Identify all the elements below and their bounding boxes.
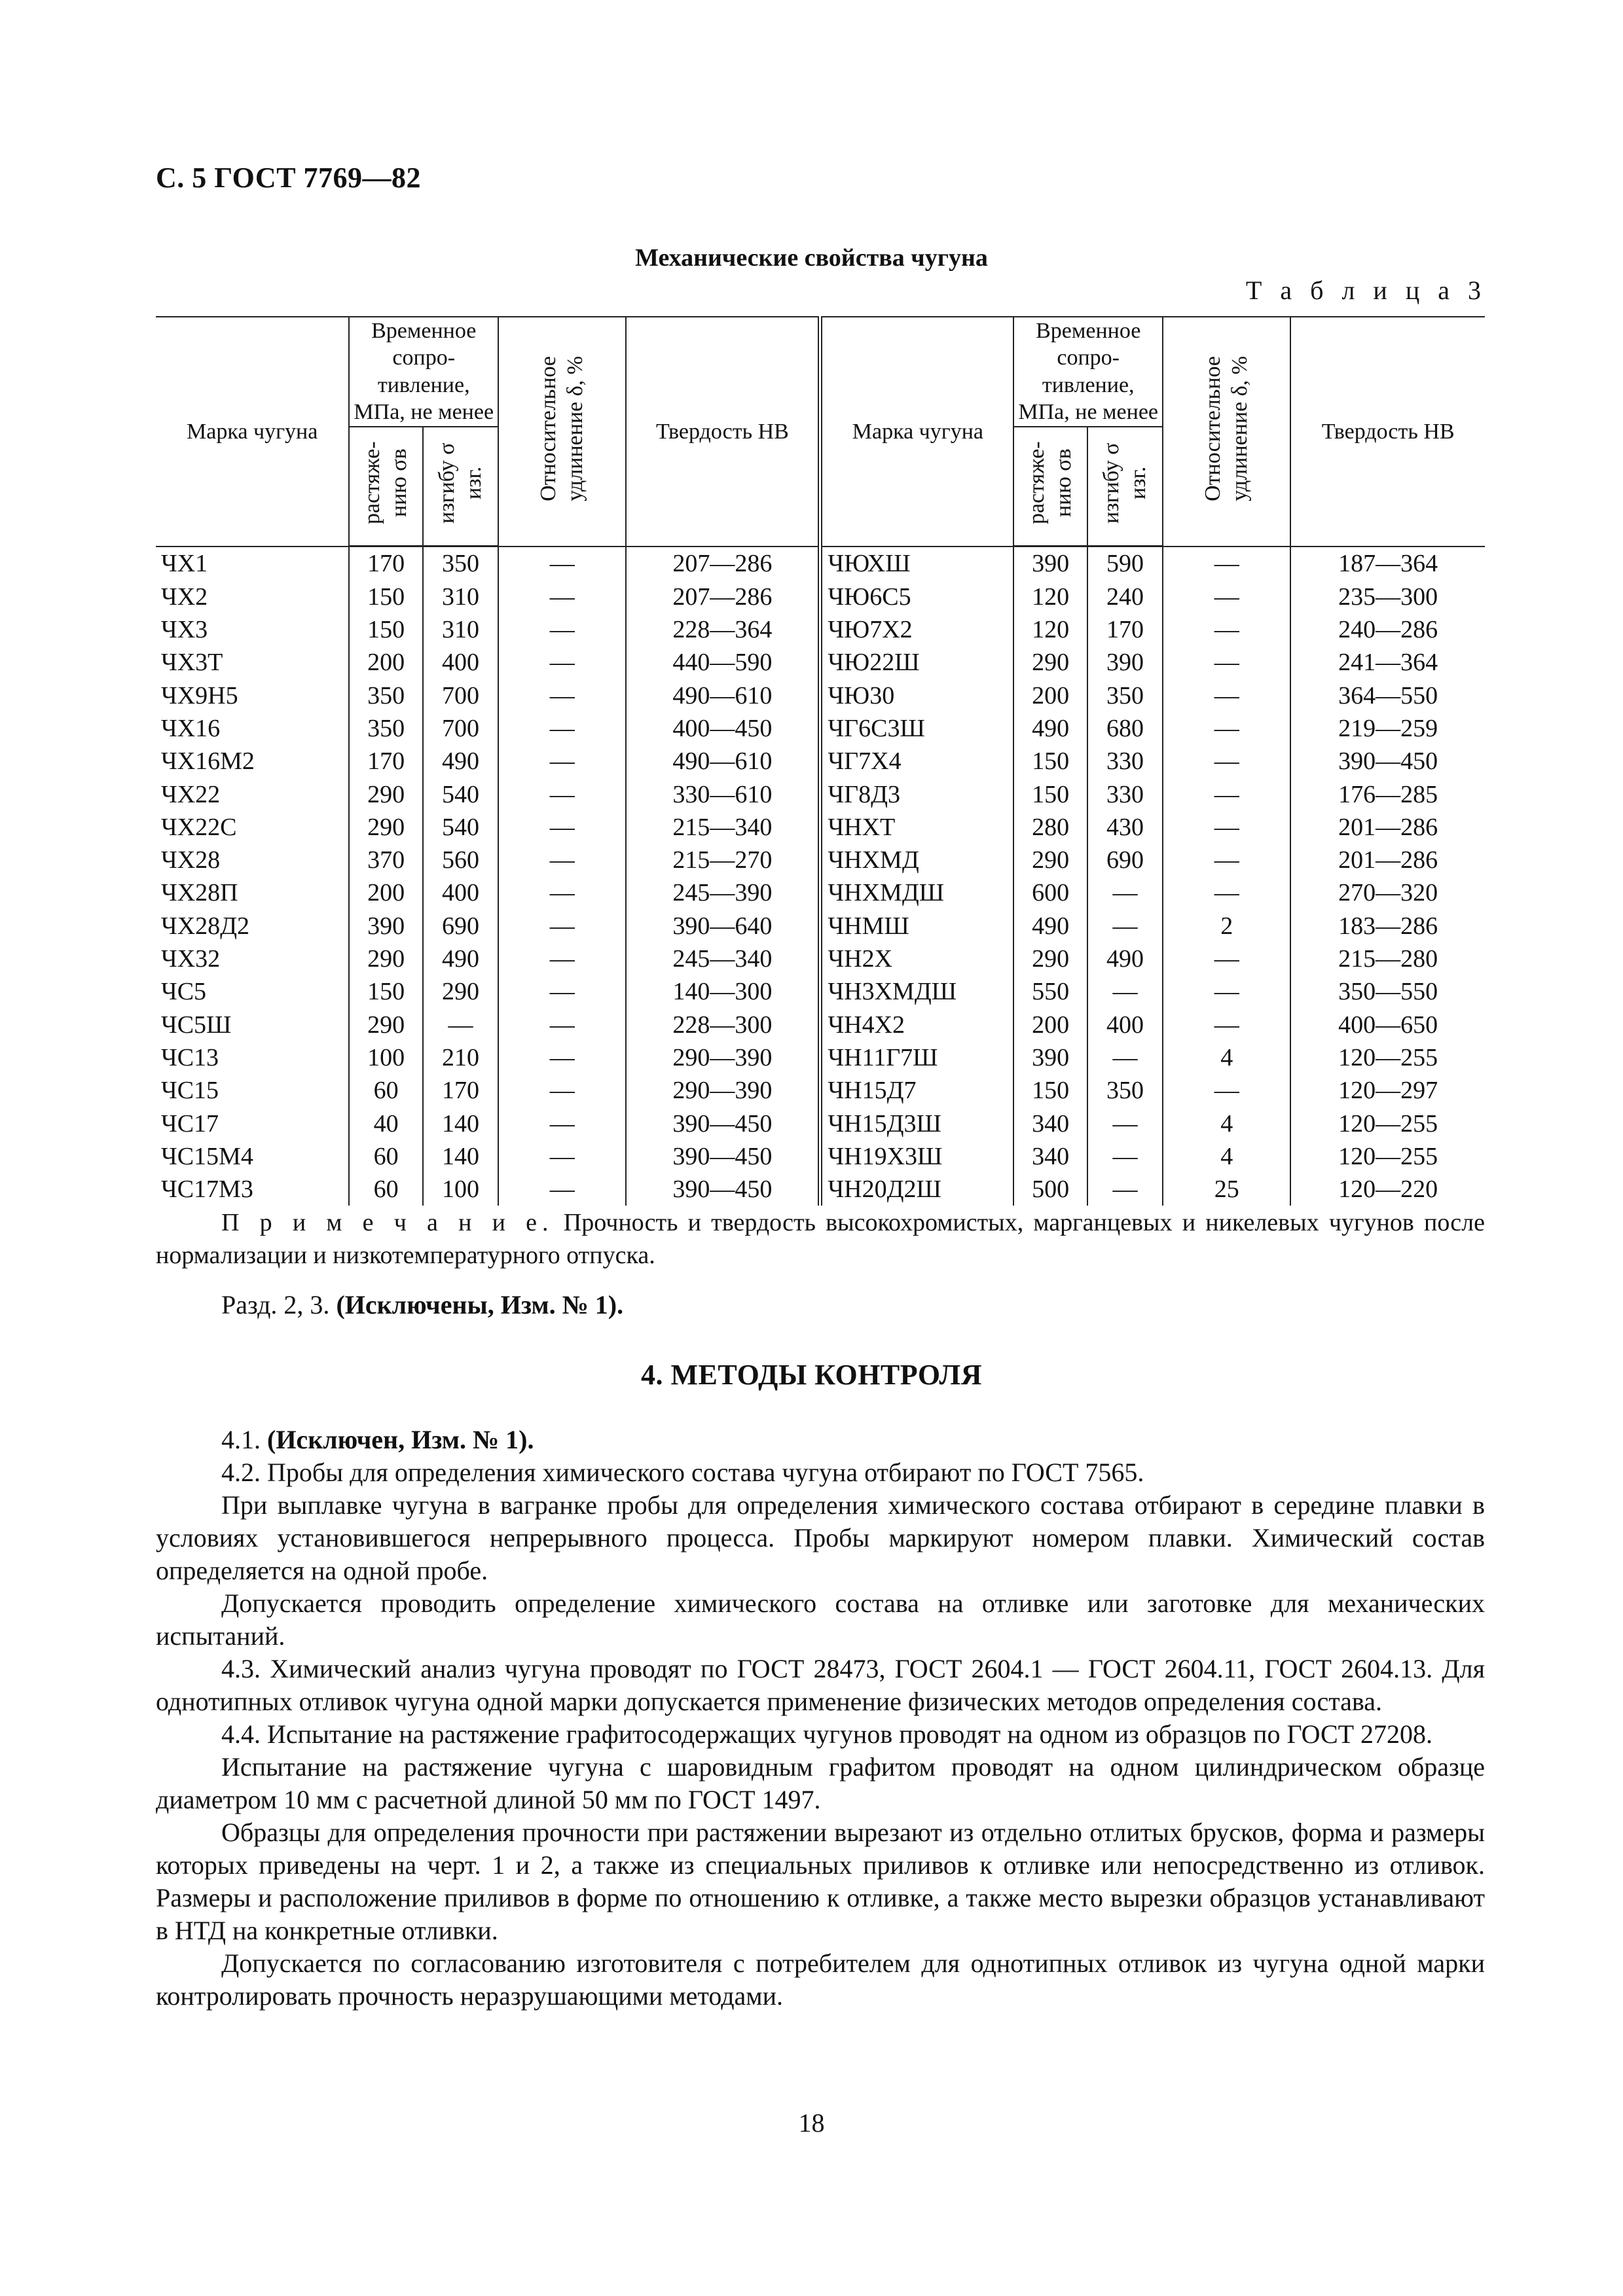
value-cell: 170 — [349, 745, 423, 778]
grade-cell: ЧХ28П — [156, 876, 349, 909]
header-elongation-right — [1163, 317, 1290, 547]
paragraph: Допускается по согласованию изготовителя с потребителем для однотипных отливок из чугуна одной марки контролировать прочность неразрушающими методами. — [156, 1948, 1485, 2011]
grade-cell: ЧС13 — [156, 1041, 349, 1074]
grade-cell: ЧХ3 — [156, 613, 349, 646]
p1-bold: (Исключен, Изм. № 1). — [267, 1425, 534, 1454]
grade-cell: ЧГ6С3Ш — [820, 712, 1013, 745]
value-cell: 310 — [423, 581, 498, 613]
value-cell: — — [1087, 876, 1163, 909]
grade-cell: ЧС17М3 — [156, 1173, 349, 1206]
value-cell: 400—450 — [626, 712, 820, 745]
value-cell: 290 — [1013, 844, 1087, 876]
paragraph: Испытание на растяжение чугуна с шаровидным графитом проводят на одном цилиндрическом образце диаметром 10 мм с расчетной длиной 50 мм по ГОСТ 1497. — [156, 1752, 1485, 1814]
value-cell: — — [498, 745, 626, 778]
table-row — [156, 547, 1485, 581]
table-row — [156, 975, 1485, 1008]
value-cell: 235—300 — [1290, 581, 1485, 613]
paragraph: Образцы для определения прочности при растяжении вырезают из отдельно отлитых брусков, форма и размеры которых приведены на черт. 1 и 2, а также из специальных приливов к отливке или непосредственно из отливок. Размеры и расположение приливов в форме по отношению к отливке, а также место вырезки образцов устанавливают в НТД на конкретные отливки. — [156, 1818, 1485, 1945]
table-row — [156, 844, 1485, 876]
paragraph-4-1 — [156, 1424, 1485, 1456]
table-row — [156, 942, 1485, 975]
value-cell: 100 — [349, 1041, 423, 1074]
grade-cell: ЧХ9Н5 — [156, 679, 349, 712]
value-cell: — — [423, 1009, 498, 1041]
header-tension-left-text: растяже-нию σв — [359, 441, 411, 525]
grade-cell: ЧН4Х2 — [820, 1009, 1013, 1041]
value-cell: — — [1087, 1173, 1163, 1206]
table-row — [156, 910, 1485, 942]
grade-cell: ЧС15 — [156, 1074, 349, 1107]
grade-cell: ЧХ32 — [156, 942, 349, 975]
value-cell: 120—255 — [1290, 1140, 1485, 1173]
value-cell: 215—280 — [1290, 942, 1485, 975]
value-cell: — — [498, 679, 626, 712]
value-cell: — — [498, 1173, 626, 1206]
value-cell: 700 — [423, 712, 498, 745]
table-body — [156, 547, 1485, 1206]
value-cell: 245—340 — [626, 942, 820, 975]
header-tension-right-text: растяже-нию σв — [1024, 441, 1076, 525]
value-cell: 290 — [1013, 942, 1087, 975]
grade-cell: ЧС5 — [156, 975, 349, 1008]
value-cell: — — [1087, 1140, 1163, 1173]
value-cell: 350 — [1087, 1074, 1163, 1107]
value-cell: 201—286 — [1290, 844, 1485, 876]
value-cell: 390—450 — [1290, 745, 1485, 778]
value-cell: 201—286 — [1290, 811, 1485, 844]
value-cell: 60 — [349, 1074, 423, 1107]
paragraph: 4.3. Химический анализ чугуна проводят по ГОСТ 28473, ГОСТ 2604.1 — ГОСТ 2604.11, ГОСТ 2604.13. Для однотипных отливок чугуна одной марки допускается применение физических методов определения состава. — [156, 1654, 1485, 1716]
value-cell: 350—550 — [1290, 975, 1485, 1008]
value-cell: — — [498, 712, 626, 745]
value-cell: 590 — [1087, 547, 1163, 581]
value-cell: 150 — [349, 613, 423, 646]
value-cell: — — [498, 778, 626, 810]
value-cell: — — [498, 1107, 626, 1139]
grade-cell: ЧХ3Т — [156, 646, 349, 679]
value-cell: 207—286 — [626, 547, 820, 581]
grade-cell: ЧН3ХМДШ — [820, 975, 1013, 1008]
value-cell: 200 — [1013, 1009, 1087, 1041]
value-cell: — — [1163, 547, 1290, 581]
value-cell: — — [1163, 679, 1290, 712]
value-cell: 350 — [423, 547, 498, 581]
value-cell: 100 — [423, 1173, 498, 1206]
value-cell: 390 — [1087, 646, 1163, 679]
paragraph: 4.4. Испытание на растяжение графитосодержащих чугунов проводят на одном из образцов по ГОСТ 27208. — [221, 1719, 1433, 1749]
value-cell: — — [1163, 646, 1290, 679]
value-cell: 490 — [1013, 712, 1087, 745]
value-cell: — — [1163, 712, 1290, 745]
value-cell: 490 — [423, 745, 498, 778]
value-cell: 310 — [423, 613, 498, 646]
value-cell: 330—610 — [626, 778, 820, 810]
grade-cell: ЧНМШ — [820, 910, 1013, 942]
paragraph: 4.2. Пробы для определения химического состава чугуна отбирают по ГОСТ 7565. — [221, 1458, 1144, 1487]
grade-cell: ЧХ28Д2 — [156, 910, 349, 942]
value-cell: — — [498, 581, 626, 613]
table-row — [156, 811, 1485, 844]
value-cell: 400 — [423, 646, 498, 679]
value-cell: 4 — [1163, 1140, 1290, 1173]
value-cell: 200 — [1013, 679, 1087, 712]
table-row — [156, 1041, 1485, 1074]
value-cell: — — [498, 844, 626, 876]
value-cell: — — [1163, 1074, 1290, 1107]
table-row — [156, 1009, 1485, 1041]
value-cell: — — [1163, 745, 1290, 778]
header-elongation-left-text: Относительное удлинение δ, % — [536, 355, 587, 501]
value-cell: 228—300 — [626, 1009, 820, 1041]
grade-cell: ЧГ7Х4 — [820, 745, 1013, 778]
excluded-prefix: Разд. 2, 3. — [221, 1290, 337, 1319]
value-cell: 207—286 — [626, 581, 820, 613]
value-cell: 290 — [349, 942, 423, 975]
value-cell: — — [498, 910, 626, 942]
grade-cell: ЧХ22С — [156, 811, 349, 844]
value-cell: 150 — [1013, 1074, 1087, 1107]
value-cell: — — [498, 1140, 626, 1173]
value-cell: 490 — [1087, 942, 1163, 975]
p1-prefix: 4.1. — [221, 1425, 267, 1454]
value-cell: 390—450 — [626, 1173, 820, 1206]
value-cell: 440—590 — [626, 646, 820, 679]
grade-cell: ЧНХТ — [820, 811, 1013, 844]
value-cell: 240—286 — [1290, 613, 1485, 646]
grade-cell: ЧН20Д2Ш — [820, 1173, 1013, 1206]
header-tension-left — [349, 427, 423, 547]
paragraph: При выплавке чугуна в вагранке пробы для определения химического состава отбирают в середине плавки в условиях установившегося непрерывного процесса. Пробы маркируют номером плавки. Химический состав определяется на одной пробе. — [156, 1490, 1485, 1585]
value-cell: — — [1087, 975, 1163, 1008]
value-cell: 120 — [1013, 581, 1087, 613]
value-cell: 430 — [1087, 811, 1163, 844]
grade-cell: ЧЮ6С5 — [820, 581, 1013, 613]
value-cell: 25 — [1163, 1173, 1290, 1206]
value-cell: — — [1163, 811, 1290, 844]
value-cell: 120—255 — [1290, 1107, 1485, 1139]
page-number: 18 — [798, 2108, 825, 2138]
value-cell: 215—270 — [626, 844, 820, 876]
value-cell: 290 — [423, 975, 498, 1008]
value-cell: 120—297 — [1290, 1074, 1485, 1107]
value-cell: 150 — [1013, 745, 1087, 778]
value-cell: 245—390 — [626, 876, 820, 909]
value-cell: 500 — [1013, 1173, 1087, 1206]
value-cell: — — [1163, 942, 1290, 975]
grade-cell: ЧХ16М2 — [156, 745, 349, 778]
section-body — [156, 1424, 1485, 2013]
value-cell: 241—364 — [1290, 646, 1485, 679]
value-cell: 540 — [423, 811, 498, 844]
value-cell: — — [498, 1041, 626, 1074]
value-cell: — — [498, 613, 626, 646]
value-cell: 390 — [1013, 547, 1087, 581]
value-cell: 560 — [423, 844, 498, 876]
grade-cell: ЧХ2 — [156, 581, 349, 613]
grade-cell: ЧЮ7Х2 — [820, 613, 1013, 646]
value-cell: 240 — [1087, 581, 1163, 613]
value-cell: 340 — [1013, 1140, 1087, 1173]
mechanical-properties-table — [156, 316, 1485, 1206]
header-elongation-right-text: Относительное удлинение δ, % — [1200, 355, 1252, 501]
table-row — [156, 1107, 1485, 1139]
value-cell: 340 — [1013, 1107, 1087, 1139]
value-cell: 400 — [1087, 1009, 1163, 1041]
value-cell: 350 — [1087, 679, 1163, 712]
grade-cell: ЧЮХШ — [820, 547, 1013, 581]
value-cell: 187—364 — [1290, 547, 1485, 581]
value-cell: 490—610 — [626, 745, 820, 778]
value-cell: 219—259 — [1290, 712, 1485, 745]
value-cell: — — [498, 942, 626, 975]
value-cell: 120—220 — [1290, 1173, 1485, 1206]
grade-cell: ЧС17 — [156, 1107, 349, 1139]
value-cell: 550 — [1013, 975, 1087, 1008]
value-cell: 60 — [349, 1140, 423, 1173]
value-cell: 490 — [423, 942, 498, 975]
grade-cell: ЧН11Г7Ш — [820, 1041, 1013, 1074]
value-cell: — — [498, 646, 626, 679]
value-cell: 140—300 — [626, 975, 820, 1008]
value-cell: 700 — [423, 679, 498, 712]
value-cell: 183—286 — [1290, 910, 1485, 942]
value-cell: 370 — [349, 844, 423, 876]
grade-cell: ЧН15Д7 — [820, 1074, 1013, 1107]
table-row — [156, 778, 1485, 810]
table-row — [156, 712, 1485, 745]
header-hardness-right: Твердость НВ — [1290, 317, 1485, 547]
header-grade-right: Марка чугуна — [820, 317, 1013, 547]
value-cell: 680 — [1087, 712, 1163, 745]
value-cell: 490—610 — [626, 679, 820, 712]
value-cell: 400 — [423, 876, 498, 909]
value-cell: 280 — [1013, 811, 1087, 844]
header-elongation-left — [498, 317, 626, 547]
value-cell: 270—320 — [1290, 876, 1485, 909]
value-cell: 200 — [349, 876, 423, 909]
grade-cell: ЧН2Х — [820, 942, 1013, 975]
value-cell: 228—364 — [626, 613, 820, 646]
value-cell: 290 — [349, 778, 423, 810]
value-cell: — — [498, 811, 626, 844]
value-cell: 170 — [423, 1074, 498, 1107]
grade-cell: ЧНХМД — [820, 844, 1013, 876]
header-tension-right — [1013, 427, 1087, 547]
table-row — [156, 581, 1485, 613]
value-cell: 210 — [423, 1041, 498, 1074]
table-row — [156, 679, 1485, 712]
value-cell: 330 — [1087, 778, 1163, 810]
excluded-bold: (Исключены, Изм. № 1). — [336, 1290, 624, 1319]
grade-cell: ЧХ16 — [156, 712, 349, 745]
value-cell: — — [1087, 1107, 1163, 1139]
section-title: 4. МЕТОДЫ КОНТРОЛЯ — [641, 1359, 982, 1391]
grade-cell: ЧНХМДШ — [820, 876, 1013, 909]
value-cell: 390 — [349, 910, 423, 942]
table-row — [156, 613, 1485, 646]
header-hardness-left: Твердость НВ — [626, 317, 820, 547]
value-cell: 4 — [1163, 1107, 1290, 1139]
table-row — [156, 745, 1485, 778]
value-cell: 330 — [1087, 745, 1163, 778]
value-cell: — — [1087, 910, 1163, 942]
value-cell: 150 — [349, 975, 423, 1008]
value-cell: 150 — [349, 581, 423, 613]
value-cell: — — [498, 1009, 626, 1041]
value-cell: 364—550 — [1290, 679, 1485, 712]
value-cell: — — [1163, 844, 1290, 876]
page-header: С. 5 ГОСТ 7769—82 — [156, 162, 422, 194]
value-cell: 690 — [1087, 844, 1163, 876]
value-cell: — — [1163, 1009, 1290, 1041]
value-cell: 120 — [1013, 613, 1087, 646]
paragraph: Допускается проводить определение химического состава на отливке или заготовке для механических испытаний. — [156, 1588, 1485, 1651]
value-cell: 290 — [1013, 646, 1087, 679]
table-row — [156, 876, 1485, 909]
excluded-sections — [221, 1289, 623, 1320]
header-bending-left — [423, 427, 498, 547]
value-cell: 290—390 — [626, 1074, 820, 1107]
value-cell: — — [498, 876, 626, 909]
header-bending-right — [1087, 427, 1163, 547]
properties-table-wrap — [156, 316, 1485, 1206]
value-cell: 400—650 — [1290, 1009, 1485, 1041]
value-cell: — — [1163, 613, 1290, 646]
value-cell: 390—640 — [626, 910, 820, 942]
value-cell: 350 — [349, 679, 423, 712]
value-cell: 290—390 — [626, 1041, 820, 1074]
value-cell: 540 — [423, 778, 498, 810]
value-cell: 290 — [349, 1009, 423, 1041]
table-row — [156, 646, 1485, 679]
value-cell: 40 — [349, 1107, 423, 1139]
value-cell: 176—285 — [1290, 778, 1485, 810]
table-caption: Механические свойства чугуна — [635, 244, 988, 272]
grade-cell: ЧС5Ш — [156, 1009, 349, 1041]
value-cell: 600 — [1013, 876, 1087, 909]
grade-cell: ЧН19Х3Ш — [820, 1140, 1013, 1173]
note-label: П р и м е ч а н и е. — [221, 1209, 554, 1236]
value-cell: 390—450 — [626, 1140, 820, 1173]
value-cell: — — [1087, 1041, 1163, 1074]
value-cell: — — [1163, 876, 1290, 909]
value-cell: — — [498, 1074, 626, 1107]
header-bending-left-text: изгибу σ изг. — [434, 442, 486, 524]
grade-cell: ЧН15Д3Ш — [820, 1107, 1013, 1139]
value-cell: 170 — [349, 547, 423, 581]
value-cell: 350 — [349, 712, 423, 745]
value-cell: 120—255 — [1290, 1041, 1485, 1074]
header-bending-right-text: изгибу σ изг. — [1099, 442, 1150, 524]
value-cell: — — [498, 975, 626, 1008]
value-cell: 2 — [1163, 910, 1290, 942]
value-cell: 390 — [1013, 1041, 1087, 1074]
value-cell: 140 — [423, 1107, 498, 1139]
note-text: Прочность и твердость высокохромистых, марганцевых и никелевых чугунов после нормализации и низкотемпературного отпуска. — [156, 1209, 1485, 1269]
grade-cell: ЧЮ22Ш — [820, 646, 1013, 679]
table-row — [156, 1074, 1485, 1107]
value-cell: 690 — [423, 910, 498, 942]
value-cell: 390—450 — [626, 1107, 820, 1139]
value-cell: 490 — [1013, 910, 1087, 942]
header-strength-left: Временное сопро-тивление, МПа, не менее — [349, 317, 498, 427]
value-cell: — — [1163, 581, 1290, 613]
value-cell: 140 — [423, 1140, 498, 1173]
value-cell: 60 — [349, 1173, 423, 1206]
grade-cell: ЧХ28 — [156, 844, 349, 876]
grade-cell: ЧС15М4 — [156, 1140, 349, 1173]
value-cell: 200 — [349, 646, 423, 679]
header-grade-left: Марка чугуна — [156, 317, 349, 547]
value-cell: 290 — [349, 811, 423, 844]
grade-cell: ЧХ1 — [156, 547, 349, 581]
value-cell: 150 — [1013, 778, 1087, 810]
grade-cell: ЧГ8Д3 — [820, 778, 1013, 810]
grade-cell: ЧЮ30 — [820, 679, 1013, 712]
table-note — [156, 1206, 1485, 1272]
header-strength-right: Временное сопро-тивление, МПа, не менее — [1013, 317, 1163, 427]
table-number: Т а б л и ц а 3 — [1245, 276, 1487, 305]
value-cell: — — [1163, 975, 1290, 1008]
value-cell: — — [498, 547, 626, 581]
value-cell: 170 — [1087, 613, 1163, 646]
value-cell: — — [1163, 778, 1290, 810]
value-cell: 215—340 — [626, 811, 820, 844]
value-cell: 4 — [1163, 1041, 1290, 1074]
table-row — [156, 1173, 1485, 1206]
grade-cell: ЧХ22 — [156, 778, 349, 810]
table-row — [156, 1140, 1485, 1173]
